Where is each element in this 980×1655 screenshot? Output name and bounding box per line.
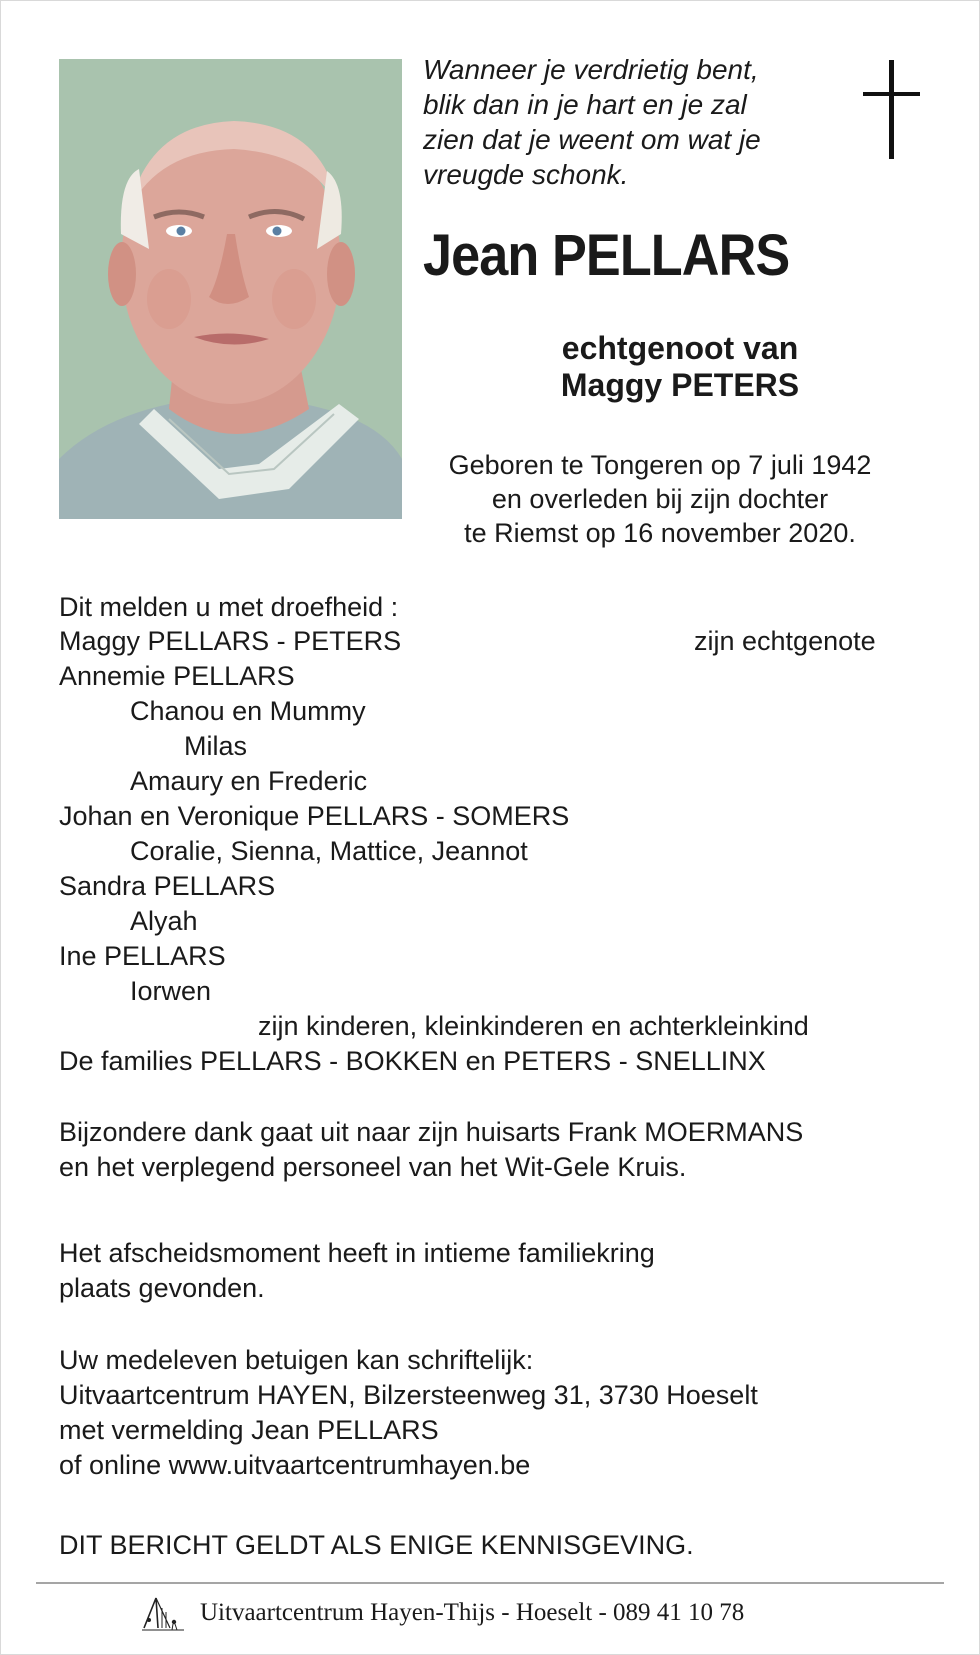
portrait-photo (59, 59, 402, 519)
condolences-line: Uitvaartcentrum HAYEN, Bilzersteenweg 31, 3730 Hoeselt (59, 1380, 758, 1410)
mourner-line: Johan en Veronique PELLARS - SOMERS (59, 801, 570, 831)
mourner-spouse-role: zijn echtgenote (694, 626, 876, 656)
footer-divider (36, 1582, 944, 1584)
mourners-intro: Dit melden u met droefheid : (59, 592, 399, 622)
deceased-name: Jean PELLARS (423, 223, 790, 288)
funeral-home-logo-icon (140, 1594, 186, 1634)
condolences-line: Uw medeleven betuigen kan schriftelijk: (59, 1345, 534, 1375)
notice-line: DIT BERICHT GELDT ALS ENIGE KENNISGEVING. (59, 1530, 694, 1560)
verse-line: zien dat je weent om wat je (423, 124, 761, 155)
thanks-line: Bijzondere dank gaat uit naar zijn huisarts Frank MOERMANS (59, 1117, 804, 1147)
verse-line: Wanneer je verdrietig bent, (423, 54, 759, 85)
verse-line: blik dan in je hart en je zal (423, 89, 747, 120)
birth-death-dates (400, 448, 920, 550)
mourner-line: Alyah (130, 906, 198, 936)
mourner-line: Amaury en Frederic (130, 766, 368, 796)
condolences-line: met vermelding Jean PELLARS (59, 1415, 439, 1445)
memorial-verse (423, 52, 823, 192)
farewell-line: plaats gevonden. (59, 1273, 265, 1303)
footer-contact: Uitvaartcentrum Hayen-Thijs - Hoeselt - 089 41 10 78 (200, 1599, 745, 1626)
dates-line: en overleden bij zijn dochter (491, 484, 829, 514)
cross-icon (862, 60, 920, 160)
footer (140, 1594, 840, 1634)
families-line: De families PELLARS - BOKKEN en PETERS - SNELLINX (59, 1046, 766, 1076)
mourner-line: Coralie, Sienna, Mattice, Jeannot (130, 836, 528, 866)
mourner-line: Ine PELLARS (59, 941, 226, 971)
spouse-name: Maggy PETERS (560, 367, 800, 403)
farewell-line: Het afscheidsmoment heeft in intieme familiekring (59, 1238, 655, 1268)
children-role: zijn kinderen, kleinkinderen en achterkleinkind (258, 1011, 809, 1041)
dates-line: te Riemst op 16 november 2020. (464, 518, 856, 548)
mourner-line: Milas (184, 731, 248, 761)
mourner-spouse: Maggy PELLARS - PETERS (59, 626, 402, 656)
spouse-relation: echtgenoot van (561, 330, 799, 366)
mourner-line: Sandra PELLARS (59, 871, 276, 901)
mourner-line: Annemie PELLARS (59, 661, 295, 691)
spouse-block (480, 330, 880, 404)
mourner-line: Iorwen (130, 976, 212, 1006)
condolences-line: of online www.uitvaartcentrumhayen.be (59, 1450, 531, 1480)
mourner-line: Chanou en Mummy (130, 696, 366, 726)
dates-line: Geboren te Tongeren op 7 juli 1942 (448, 450, 872, 480)
thanks-line: en het verplegend personeel van het Wit-Gele Kruis. (59, 1152, 687, 1182)
verse-line: vreugde schonk. (423, 159, 629, 190)
